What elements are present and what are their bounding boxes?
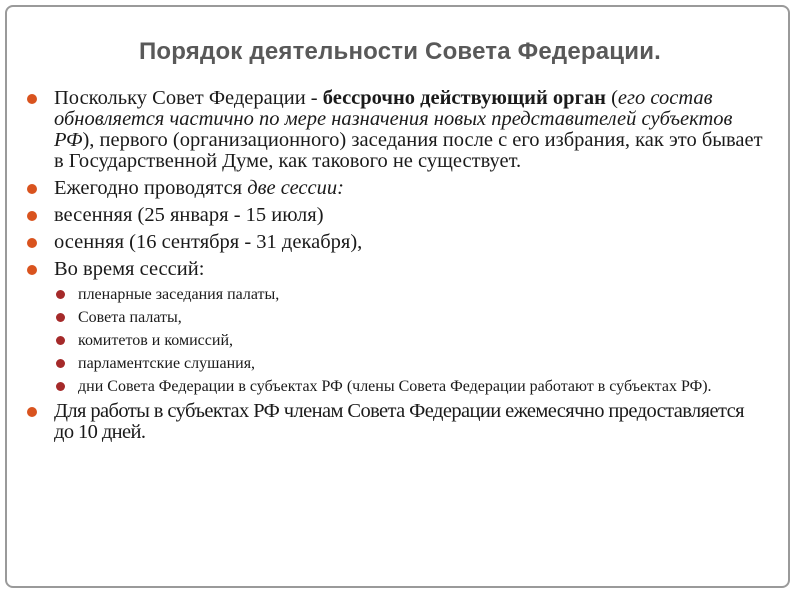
sub-bullet-item-federation-days — [26, 378, 766, 395]
sub-bullet-icon — [56, 336, 65, 345]
text-segment: Для работы в субъектах РФ членам Совета Федерации ежемесячно предоставляется до 10 дней. — [54, 400, 744, 443]
sub-bullet-icon — [56, 290, 65, 299]
sub-bullet-icon — [56, 359, 65, 368]
bullet-icon — [27, 211, 37, 221]
sub-bullet-item-chamber-council — [26, 309, 766, 326]
text-segment: ( — [605, 87, 618, 109]
text-segment: парламентские слушания, — [78, 355, 256, 372]
text-segment: пленарные заседания палаты, — [78, 286, 280, 303]
text-segment: весенняя (25 января - 15 июля) — [54, 204, 324, 226]
bullet-icon — [27, 265, 37, 275]
bullet-item-during-sessions — [26, 259, 766, 280]
bullet-item-work-in-regions — [26, 401, 766, 443]
bullet-item-autumn-session — [26, 232, 766, 253]
text-segment: комитетов и комиссий, — [78, 332, 234, 349]
bullet-item-two-sessions — [26, 178, 766, 199]
text-segment: Поскольку Совет Федерации - — [54, 87, 323, 109]
text-segment-bold: бессрочно действующий орган — [322, 87, 606, 109]
bullet-item-spring-session — [26, 205, 766, 226]
bullet-icon — [27, 238, 37, 248]
text-segment-italic: две сессии: — [247, 177, 344, 199]
sub-bullet-icon — [56, 313, 65, 322]
bullet-item-permanent-body — [26, 88, 766, 172]
bullet-icon — [27, 94, 37, 104]
text-segment-italic: его состав обновляется частично по мере назначения новых представителей субъектов РФ — [54, 87, 733, 151]
text-segment: Ежегодно проводятся — [54, 177, 248, 199]
slide-title: Порядок деятельности Совета Федерации. — [138, 38, 662, 65]
bullet-list — [26, 88, 766, 449]
text-segment: Совета палаты, — [78, 309, 182, 326]
sub-bullet-item-committees — [26, 332, 766, 349]
text-segment: Во время сессий: — [54, 258, 205, 280]
bullet-icon — [27, 407, 37, 417]
sub-bullet-item-hearings — [26, 355, 766, 372]
text-segment: дни Совета Федерации в субъектах РФ (члены Совета Федерации работают в субъектах РФ). — [78, 378, 712, 395]
bullet-icon — [27, 184, 37, 194]
sub-bullet-item-plenary — [26, 286, 766, 303]
text-segment: осенняя (16 сентября - 31 декабря), — [54, 231, 363, 253]
text-segment: ), первого (организационного) заседания после с его избрания, как это бывает в Государственной Думе, как такового не существует. — [54, 129, 763, 172]
sub-bullet-icon — [56, 382, 65, 391]
